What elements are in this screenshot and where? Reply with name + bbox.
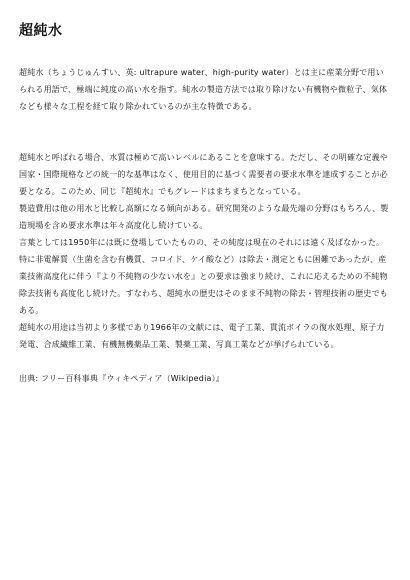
paragraph-quality: 超純水と呼ばれる場合、水質は極めて高いレベルにあることを意味する。ただし、その明確な定義や国家・国際規格などの統一的な基準はなく、使用目的に基づく需要者の要求水準を達成することが必要となる。このため、同じ『超純水』でもグレードはまちまちとなっている。: [19, 153, 388, 196]
paragraph-uses: 超純水の用途は当初より多様であり1966年の文献には、電子工業、貫流ボイラの復水処理、原子力発電、合成繊維工業、有機無機薬品工業、製薬工業、写真工業などが挙げられている。: [19, 323, 385, 349]
paragraph-spacer: [19, 132, 391, 149]
paragraph-cost: 製造費用は他の用水と比較し高額になる傾向がある。研究開発のような最先端の分野はもちろん、製造現場を含め要求水準は年々高度化し続けている。: [19, 204, 389, 230]
paragraph-spacer: [19, 353, 391, 370]
source-citation: 出典: フリー百科事典『ウィキペディア（Wikipedia）』: [19, 374, 225, 383]
paragraph-history: 言葉としては1950年には既に登場していたものの、その純度は現在のそれには遠く及ばなかった。特に非電解質（生菌を含む有機質、コロイド、ケイ酸など）は除去・測定ともに困難であったが、産業技術高度化に伴う『より不純物の少ない水を』との要求は強まり続け、これに応えるための不純物除去技術も高度化し続けた。すなわち、超純水の歴史はそのまま不純物の除去・管理技術の歴史でもある。: [19, 238, 388, 315]
page-title: 超純水: [19, 23, 63, 39]
paragraph-definition: 超純水（ちょうじゅんすい、英: ultrapure water、high-purity water）とは主に産業分野で用いられる用語で、極端に純度の高い水を指す。純水の製造方法では取り除けない有機物や微粒子、気体なども様々な工程を経て取り除かれているのが主な特徴である。: [19, 68, 388, 111]
paragraph-spacer: [19, 115, 391, 132]
document-page: [19, 22, 391, 387]
